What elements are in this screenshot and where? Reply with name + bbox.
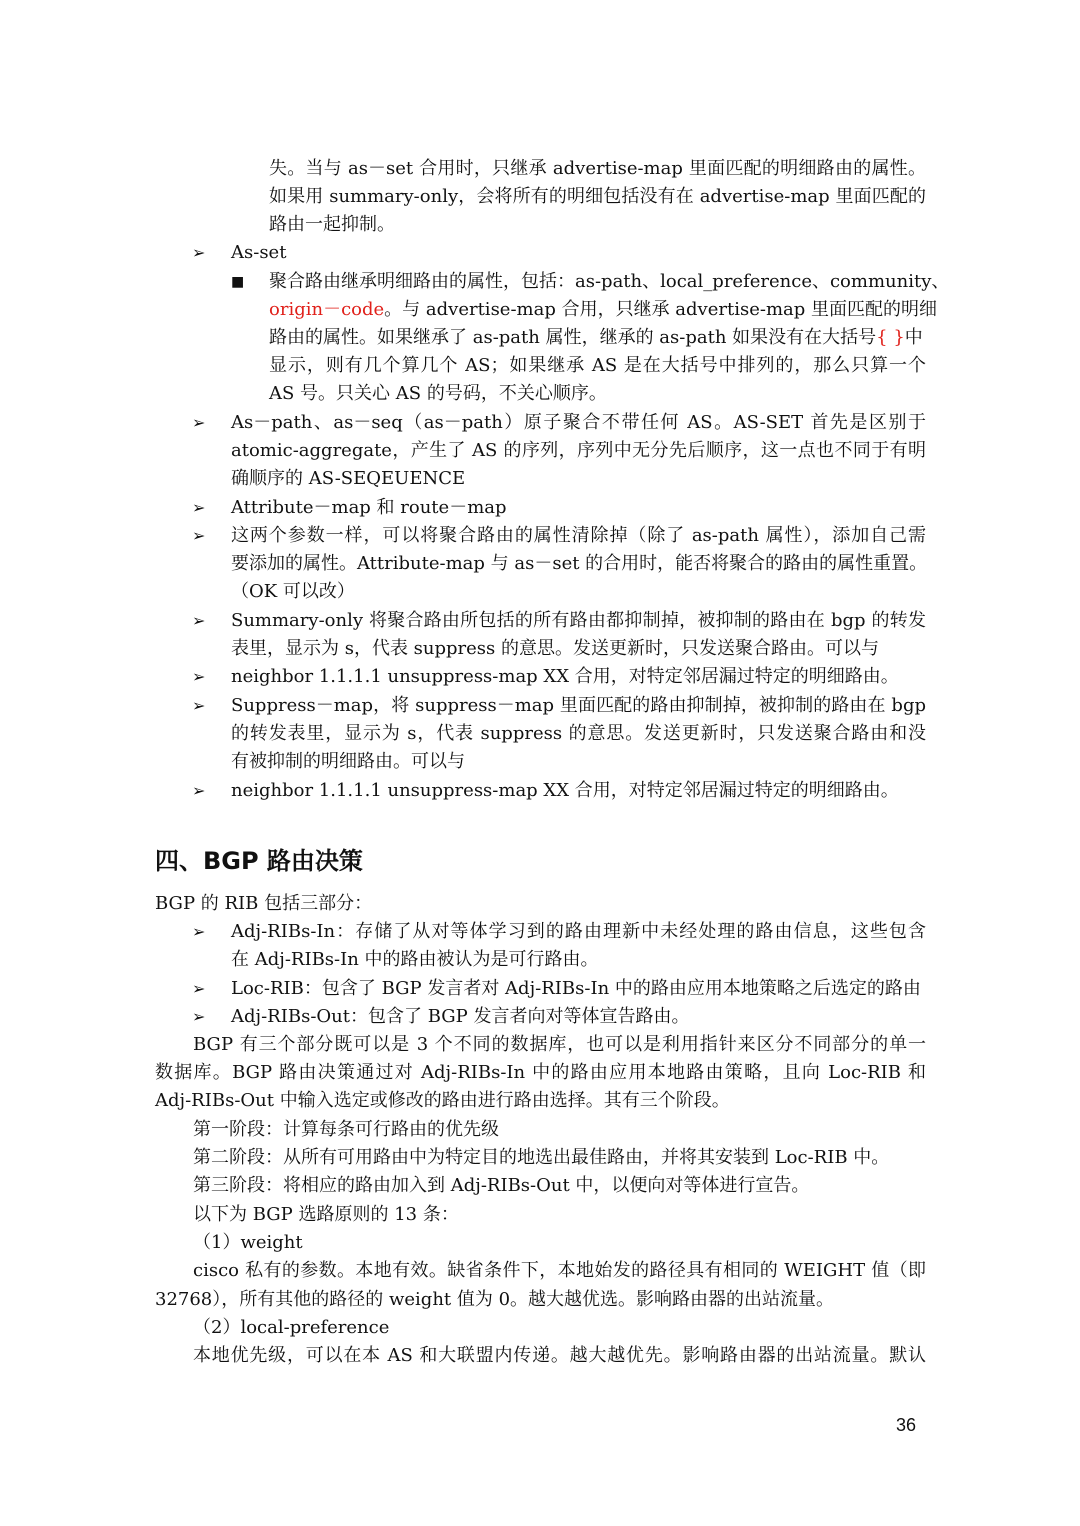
list-item-title: As-set [231,242,287,263]
list-item-line: 确顺序的 AS-SEQEUENCE [231,468,466,489]
rules-intro: 以下为 BGP 选路原则的 13 条： [193,1204,459,1225]
list-item-line: Adj-RIBs-Out：包含了 BGP 发言者向对等体宣告路由。 [231,1006,690,1027]
rule-title: （1）weight [193,1232,303,1253]
paragraph-line: 路由一起抑制。 [269,214,395,235]
text-span: 中 [904,327,923,348]
paragraph-line: 失。当与 as－set 合用时，只继承 advertise-map 里面匹配的明细路由的属性。 [269,158,926,179]
list-item-line: 要添加的属性。Attribute-map 与 as－set 的合用时，能否将聚合的路由的属性重置。 [231,553,928,574]
paragraph-line: 聚合路由继承明细路由的属性，包括：as-path、local_preference、community、 [269,271,950,292]
paragraph-line: 本地优先级，可以在本 AS 和大联盟内传递。越大越优先。影响路由器的出站流量。默认 [193,1345,926,1366]
section-intro: BGP 的 RIB 包括三部分： [155,893,373,914]
list-item-line: neighbor 1.1.1.1 unsuppress-map XX 合用，对特定邻居漏过特定的明细路由。 [231,780,899,801]
stage-line: 第一阶段：计算每条可行路由的优先级 [193,1119,499,1140]
paragraph-line [269,296,937,324]
paragraph-line: 数据库。BGP 路由决策通过对 Adj-RIBs-In 中的路由应用本地路由策略，且向 Loc-RIB 和 [155,1062,926,1083]
list-item-line: 这两个参数一样，可以将聚合路由的属性清除掉（除了 as-path 属性），添加自己需 [231,525,926,546]
arrow-bullet-icon: ➢ [192,667,206,686]
stage-line: 第三阶段：将相应的路由加入到 Adj-RIBs-Out 中，以便向对等体进行宣告。 [193,1175,810,1196]
list-item-line: 有被抑制的明细路由。可以与 [231,751,465,772]
highlight-text: origin－code [269,299,385,320]
arrow-bullet-icon: ➢ [192,526,206,545]
square-bullet-icon: ■ [231,274,245,290]
paragraph-line: BGP 有三个部分既可以是 3 个不同的数据库，也可以是利用指针来区分不同部分的单一 [193,1034,926,1055]
list-item-line: 表里，显示为 s，代表 suppress 的意思。发送更新时，只发送聚合路由。可以与 [231,638,880,659]
paragraph-line: 如果用 summary-only，会将所有的明细包括没有在 advertise-map 里面匹配的 [269,186,926,207]
arrow-bullet-icon: ➢ [192,781,206,800]
arrow-bullet-icon: ➢ [192,611,206,630]
arrow-bullet-icon: ➢ [192,243,206,262]
list-item-line: Loc-RIB：包含了 BGP 发言者对 Adj-RIBs-In 中的路由应用本地策略之后选定的路由 [231,978,921,999]
list-item-line: 在 Adj-RIBs-In 中的路由被认为是可行路由。 [231,949,599,970]
arrow-bullet-icon: ➢ [192,696,206,715]
paragraph-line: AS 号。只关心 AS 的号码，不关心顺序。 [269,383,607,404]
rule-title: （2）local-preference [193,1317,390,1338]
stage-line: 第二阶段：从所有可用路由中为特定目的地选出最佳路由，并将其安装到 Loc-RIB 中。 [193,1147,890,1168]
list-item-line: （OK 可以改） [231,581,355,602]
paragraph-line: cisco 私有的参数。本地有效。缺省条件下，本地始发的路径具有相同的 WEIGHT 值（即 [193,1260,926,1281]
text-span: 。与 advertise-map 合用，只继承 advertise-map 里面匹配的明细 [384,299,937,320]
list-item-line: atomic-aggregate，产生了 AS 的序列，序列中无分先后顺序，这一点也不同于有明 [231,440,926,461]
paragraph-line [269,324,926,352]
arrow-bullet-icon: ➢ [192,498,206,517]
arrow-bullet-icon: ➢ [192,922,206,941]
list-item-line: 的转发表里，显示为 s，代表 suppress 的意思。发送更新时，只发送聚合路由和没 [231,723,926,744]
arrow-bullet-icon: ➢ [192,979,206,998]
list-item-line: Attribute－map 和 route－map [231,497,507,518]
list-item-line: Summary-only 将聚合路由所包括的所有路由都抑制掉，被抑制的路由在 bgp 的转发 [231,610,926,631]
list-item-line: Suppress－map，将 suppress－map 里面匹配的路由抑制掉，被抑制的路由在 bgp [231,695,926,716]
text-span: 路由的属性。如果继承了 as-path 属性，继承的 as-path 如果没有在大括号 [269,327,877,348]
section-heading: 四、BGP 路由决策 [155,847,363,875]
list-item-line: neighbor 1.1.1.1 unsuppress-map XX 合用，对特定邻居漏过特定的明细路由。 [231,666,899,687]
page-number: 36 [896,1415,917,1435]
paragraph-line: 显示，则有几个算几个 AS；如果继承 AS 是在大括号中排列的，那么只算一个 [269,355,926,376]
arrow-bullet-icon: ➢ [192,413,206,432]
paragraph-line: Adj-RIBs-Out 中输入选定或修改的路由进行路由选择。其有三个阶段。 [155,1090,730,1111]
list-item-line: As－path、as－seq（as－path）原子聚合不带任何 AS。AS-SET 首先是区别于 [231,412,926,433]
paragraph-line: 32768），所有其他的路径的 weight 值为 0。越大越优选。影响路由器的出站流量。 [155,1289,835,1310]
highlight-text: { } [876,327,905,348]
list-item-line: Adj-RIBs-In：存储了从对等体学习到的路由理新中未经处理的路由信息，这些包含 [231,921,926,942]
arrow-bullet-icon: ➢ [192,1007,206,1026]
